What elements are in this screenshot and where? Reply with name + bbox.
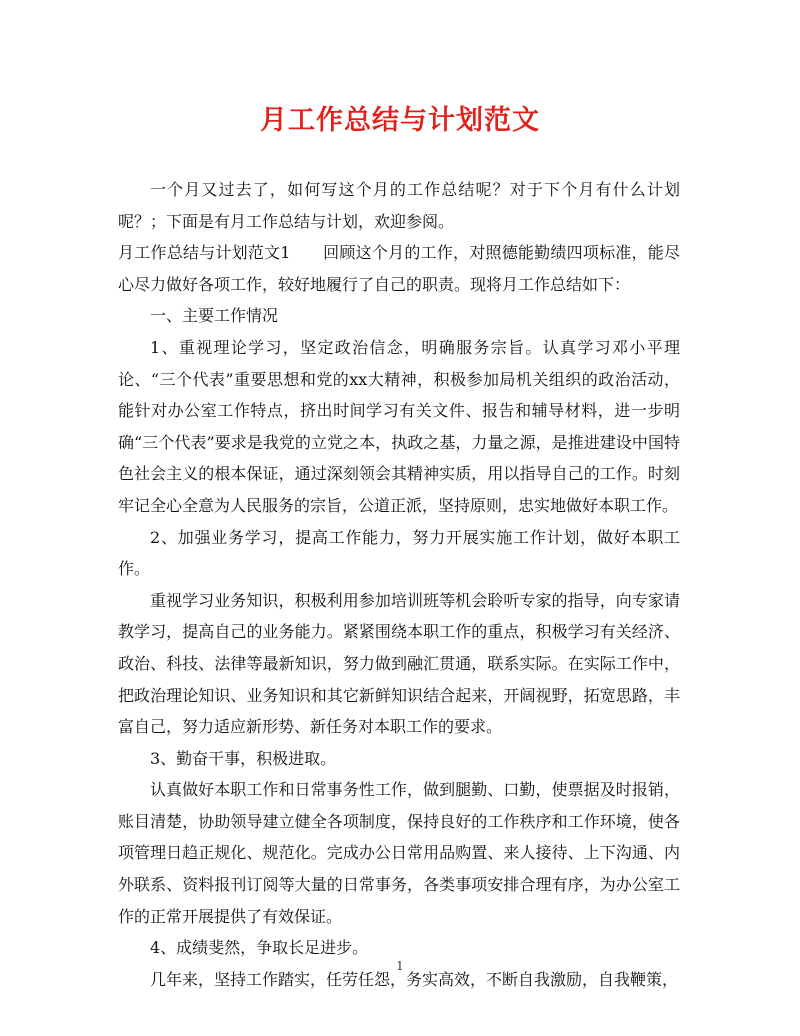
item-2-heading: 2、加强业务学习，提高工作能力，努力开展实施工作计划，做好本职工作。 xyxy=(118,527,680,579)
sample-heading-paragraph: 月工作总结与计划范文1 回顾这个月的工作，对照德能勤绩四项标准，能尽心尽力做好各项工作，较好地履行了自己的职责。现将月工作总结如下： xyxy=(118,243,680,294)
item-3-heading: 3、勤奋干事，积极进取。 xyxy=(150,748,337,768)
item-2-paragraph: 重视学习业务知识，积极利用参加培训班等机会聆听专家的指导，向专家请教学习，提高自己的业务能力。紧紧围绕本职工作的重点，积极学习有关经济、政治、科技、法律等最新知识，努力做到融汇贯通，联系实际。在实际工作中，把政治理论知识、业务知识和其它新鲜知识结合起来，开阔视野，拓宽思路，丰富自己，努力适应新形势、新任务对本职工作的要求。 xyxy=(118,590,680,737)
intro-paragraph: 一个月又过去了，如何写这个月的工作总结呢？对于下个月有什么计划呢？；下面是有月工作总结与计划，欢迎参阅。 xyxy=(118,180,680,231)
document-body xyxy=(118,174,680,995)
item-4-heading: 4、成绩斐然，争取长足进步。 xyxy=(150,938,369,958)
document-title: 月工作总结与计划范文 xyxy=(260,105,540,136)
section-heading: 一、主要工作情况 xyxy=(150,306,279,326)
item-4-paragraph: 几年来，坚持工作踏实，任劳任怨，务实高效，不断自我激励，自我鞭策， xyxy=(150,969,679,989)
page-number: 1 xyxy=(396,959,404,973)
item-3-paragraph: 认真做好本职工作和日常事务性工作，做到腿勤、口勤，使票据及时报销，账目清楚，协助领导建立健全各项制度，保持良好的工作秩序和工作环境，使各项管理日趋正规化、规范化。完成办公日常用品购置、来人接待、上下沟通、内外联系、资料报刊订阅等大量的日常事务，各类事项安排合理有序，为办公室工作的正常开展提供了有效保证。 xyxy=(118,780,680,926)
item-1-paragraph: 1、重视理论学习，坚定政治信念，明确服务宗旨。认真学习邓小平理论、“三个代表”重要思想和党的xx大精神，积极参加局机关组织的政治活动，能针对办公室工作特点，挤出时间学习有关文件、报告和辅导材料，进一步明确“三个代表”要求是我党的立党之本，执政之基，力量之源，是推进建设中国特色社会主义的根本保证，通过深刻领会其精神实质，用以指导自己的工作。时刻牢记全心全意为人民服务的宗旨，公道正派，坚持原则，忠实地做好本职工作。 xyxy=(118,337,680,515)
